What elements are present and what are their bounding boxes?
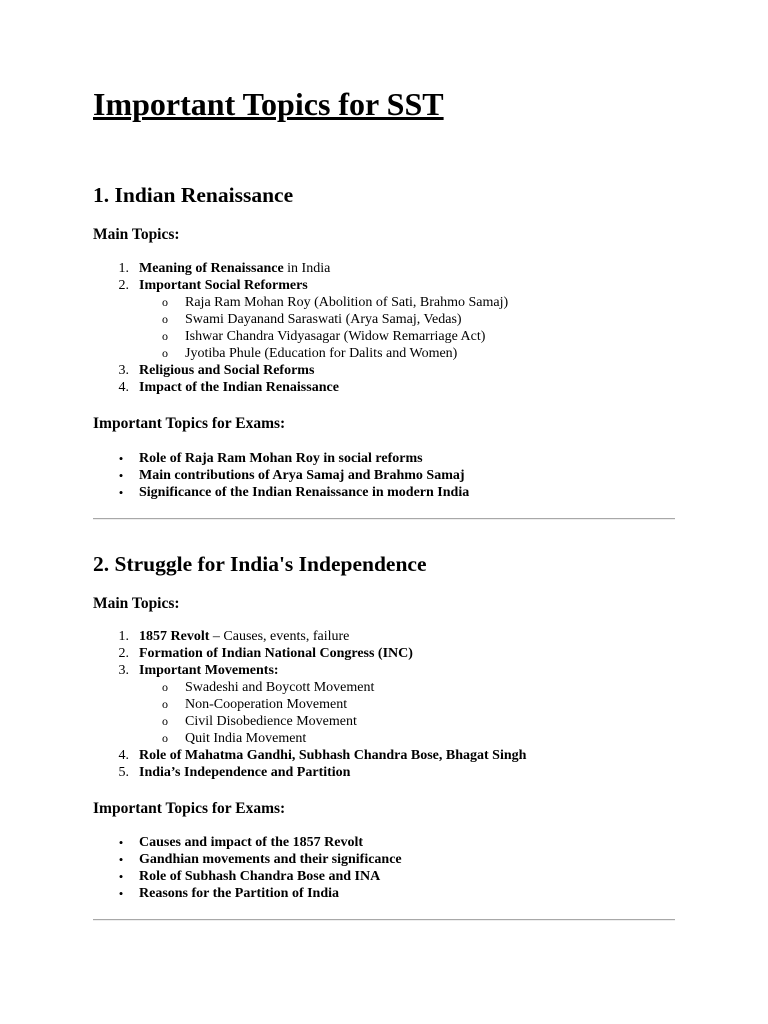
sub-bullet-marker: o: [162, 731, 168, 745]
exam-list-item-text: [139, 885, 339, 902]
list-item-bold-text: Religious and Social Reforms: [139, 363, 315, 378]
list-item-bold-text: Role of Mahatma Gandhi, Subhash Chandra Bose, Bhagat Singh: [139, 748, 527, 763]
exam-list-item-bold-text: Role of Raja Ram Mohan Roy in social reforms: [139, 451, 423, 466]
list-item-bold-text: Formation of Indian National Congress (INC): [139, 646, 413, 661]
list-item-bold-text: Important Social Reformers: [139, 278, 308, 293]
list-item-text: [139, 662, 279, 679]
main-topics-label: Main Topics:: [93, 595, 180, 612]
exam-list-item-text: [139, 851, 402, 868]
list-item-text: [139, 362, 314, 379]
exam-list-item-text: [139, 484, 469, 501]
exam-list-item-bold-text: Gandhian movements and their significance: [139, 852, 402, 867]
list-item-number: 2.: [118, 646, 129, 661]
sub-list-item-text: Non-Cooperation Movement: [185, 697, 348, 712]
sub-list-item-text: Swami Dayanand Saraswati (Arya Samaj, Vedas): [185, 312, 462, 327]
sub-bullet-marker: o: [162, 329, 168, 343]
sub-bullet-marker: o: [162, 714, 168, 728]
sub-list-item-text: Quit India Movement: [185, 731, 307, 746]
sub-bullet-marker: o: [162, 295, 168, 309]
list-item-rest-text: – Causes, events, failure: [209, 629, 350, 644]
exam-list-item-text: [139, 834, 363, 851]
bullet-marker: •: [118, 886, 124, 901]
exam-list-item-text: [139, 450, 423, 467]
exam-list-item-text: [139, 467, 465, 484]
list-item-number: 2.: [118, 278, 129, 293]
list-item-number: 4.: [118, 380, 129, 395]
sub-list-item-text: Raja Ram Mohan Roy (Abolition of Sati, Brahmo Samaj): [185, 295, 509, 310]
list-item-text: [139, 645, 413, 662]
sub-bullet-marker: o: [162, 312, 168, 326]
section-heading: 2. Struggle for India's Independence: [93, 552, 427, 576]
bullet-marker: •: [118, 835, 124, 850]
list-item-bold-text: Important Movements:: [139, 663, 279, 678]
list-item-bold-text: 1857 Revolt: [139, 629, 210, 644]
list-item-text: [139, 260, 330, 277]
section-divider: [93, 518, 675, 520]
bullet-marker: •: [118, 869, 124, 884]
list-item-text: [139, 379, 339, 396]
bullet-marker: •: [118, 485, 124, 500]
list-item-number: 1.: [118, 261, 129, 276]
list-item-text: [139, 747, 526, 764]
exam-topics-label: Important Topics for Exams:: [93, 415, 286, 432]
exam-topics-label: Important Topics for Exams:: [93, 800, 286, 817]
list-item-bold-text: India’s Independence and Partition: [139, 765, 351, 780]
section-divider: [93, 919, 675, 921]
list-item-number: 3.: [118, 663, 129, 678]
bullet-marker: •: [118, 852, 124, 867]
exam-list-item-bold-text: Causes and impact of the 1857 Revolt: [139, 835, 363, 850]
list-item-bold-text: Impact of the Indian Renaissance: [139, 380, 339, 395]
bullet-marker: •: [118, 468, 124, 483]
list-item-number: 5.: [118, 765, 129, 780]
list-item-text: [139, 628, 349, 645]
exam-list-item-bold-text: Significance of the Indian Renaissance in modern India: [139, 485, 470, 500]
exam-list-item-bold-text: Main contributions of Arya Samaj and Brahmo Samaj: [139, 468, 465, 483]
sub-bullet-marker: o: [162, 346, 168, 360]
exam-list-item-text: [139, 868, 380, 885]
sub-list-item-text: Swadeshi and Boycott Movement: [185, 680, 375, 695]
sub-list-item-text: Ishwar Chandra Vidyasagar (Widow Remarriage Act): [185, 329, 486, 344]
list-item-rest-text: in India: [283, 261, 331, 276]
list-item-text: [139, 277, 308, 294]
list-item-number: 3.: [118, 363, 129, 378]
list-item-number: 4.: [118, 748, 129, 763]
sub-list-item-text: Civil Disobedience Movement: [185, 714, 357, 729]
main-topics-label: Main Topics:: [93, 226, 180, 243]
list-item-text: [139, 764, 350, 781]
section-heading: 1. Indian Renaissance: [93, 183, 294, 207]
sub-bullet-marker: o: [162, 697, 168, 711]
list-item-bold-text: Meaning of Renaissance: [139, 261, 284, 276]
exam-list-item-bold-text: Role of Subhash Chandra Bose and INA: [139, 869, 381, 884]
sub-bullet-marker: o: [162, 680, 168, 694]
list-item-number: 1.: [118, 629, 129, 644]
exam-list-item-bold-text: Reasons for the Partition of India: [139, 886, 340, 901]
page-title: Important Topics for SST: [93, 86, 444, 122]
sub-list-item-text: Jyotiba Phule (Education for Dalits and Women): [185, 346, 458, 361]
bullet-marker: •: [118, 451, 124, 466]
